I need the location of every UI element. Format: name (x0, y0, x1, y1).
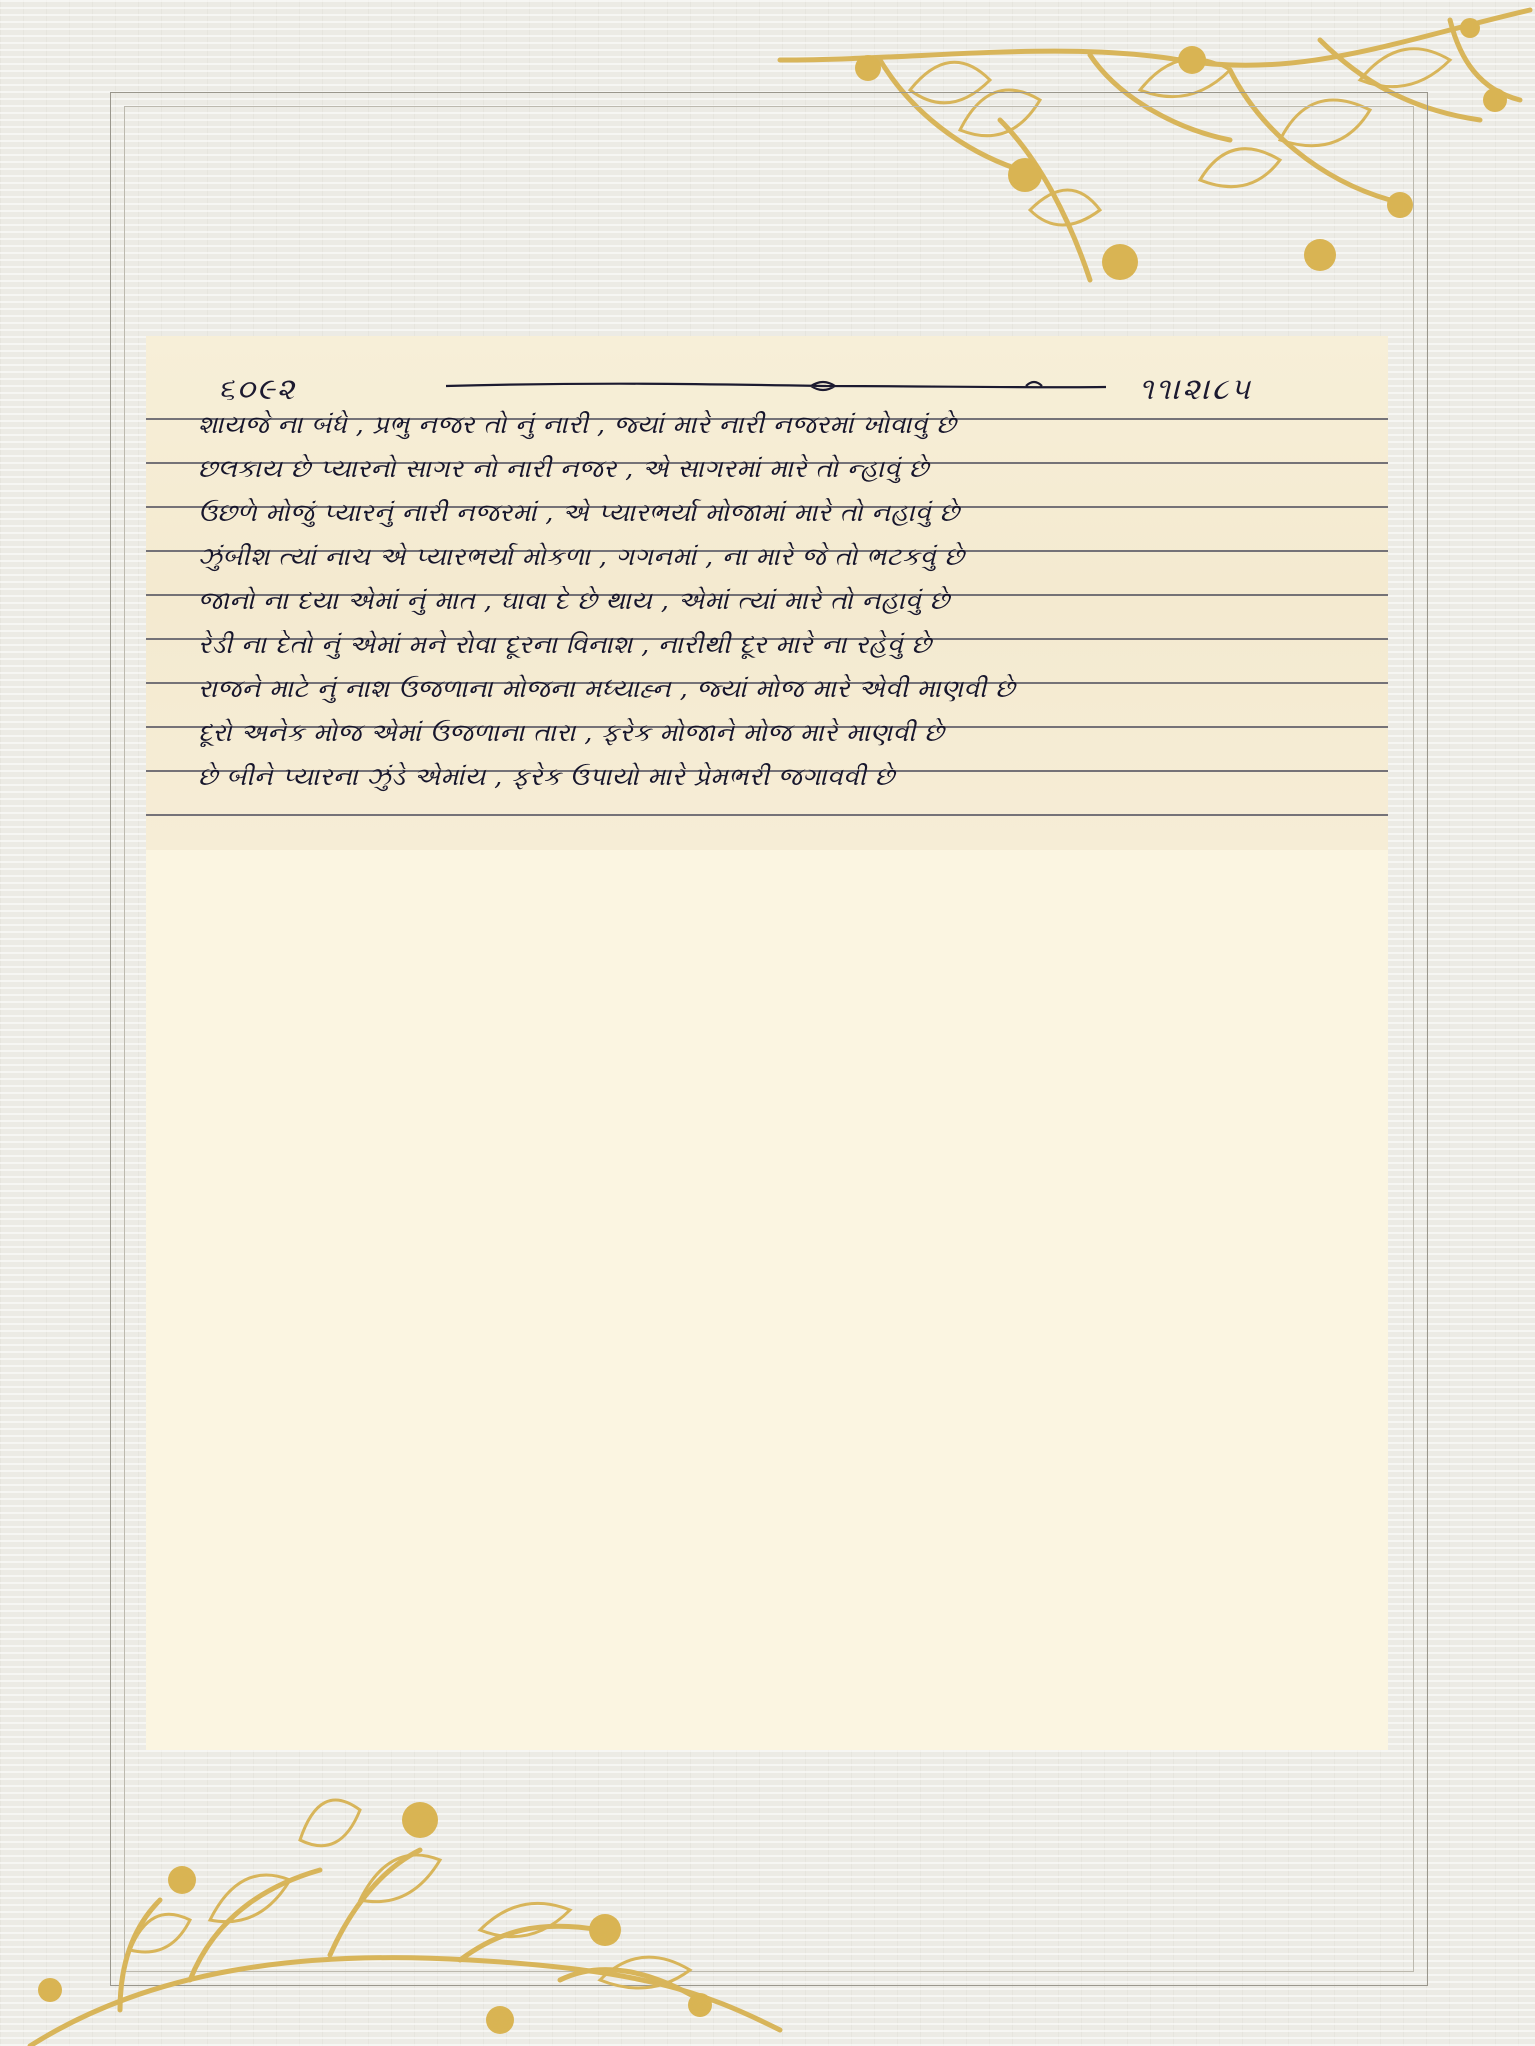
handwritten-line: રાજને માટે નું નાશ ઉજળાના મોજના મધ્યાહ્ન , જ્યાં મોજ મારે એવી માણવી છે (198, 674, 1016, 703)
handwritten-line: છે બીને પ્યારના ઝુંડે એમાંય , ફરેક ઉપાયો મારે પ્રેમભરી જગાવવી છે (198, 762, 895, 791)
handwritten-line: છલકાય છે પ્યારનો સાગર નો નારી નજર , એ સાગરમાં મારે તો ન્હાવું છે (198, 454, 929, 483)
document-date: ૧૧।૨।૮૫ (1138, 372, 1252, 407)
document-number: ૬૦૯૨ (218, 372, 297, 407)
handwritten-line: ઝુંબીશ ત્યાં નાચ એ પ્યારભર્યા મોકળા , ગગનમાં , ના મારે જે તો ભટકવું છે (198, 542, 965, 571)
handwritten-line: શાયજે ના બંધે , પ્રભુ નજર તો નું નારી , જ્યાં મારે નારી નજરમાં ખોવાવું છે (198, 410, 957, 439)
gold-leaf-ornament-bottom-left-icon (0, 1780, 800, 2046)
handwritten-scan (146, 336, 1388, 850)
handwritten-line: રેડી ના દેતો નું એમાં મને રોવા દૂરના વિનાશ , નારીથી દૂર મારે ના રહેવું છે (198, 630, 932, 659)
handwritten-line: ઉછળે મોજું પ્યારનું નારી નજરમાં , એ પ્યારભર્યા મોજામાં મારે તો નહાવું છે (198, 498, 960, 527)
handwritten-line: જાનો ના દયા એમાં નું માત , ઘાવા દે છે થાય , એમાં ત્યાં મારે તો નહાવું છે (198, 586, 950, 615)
ruled-line (146, 814, 1388, 816)
handwritten-line: દૂરો અનેક મોજ એમાં ઉજળાના તારા , ફરેક મોજાને મોજ મારે માણવી છે (198, 718, 945, 747)
